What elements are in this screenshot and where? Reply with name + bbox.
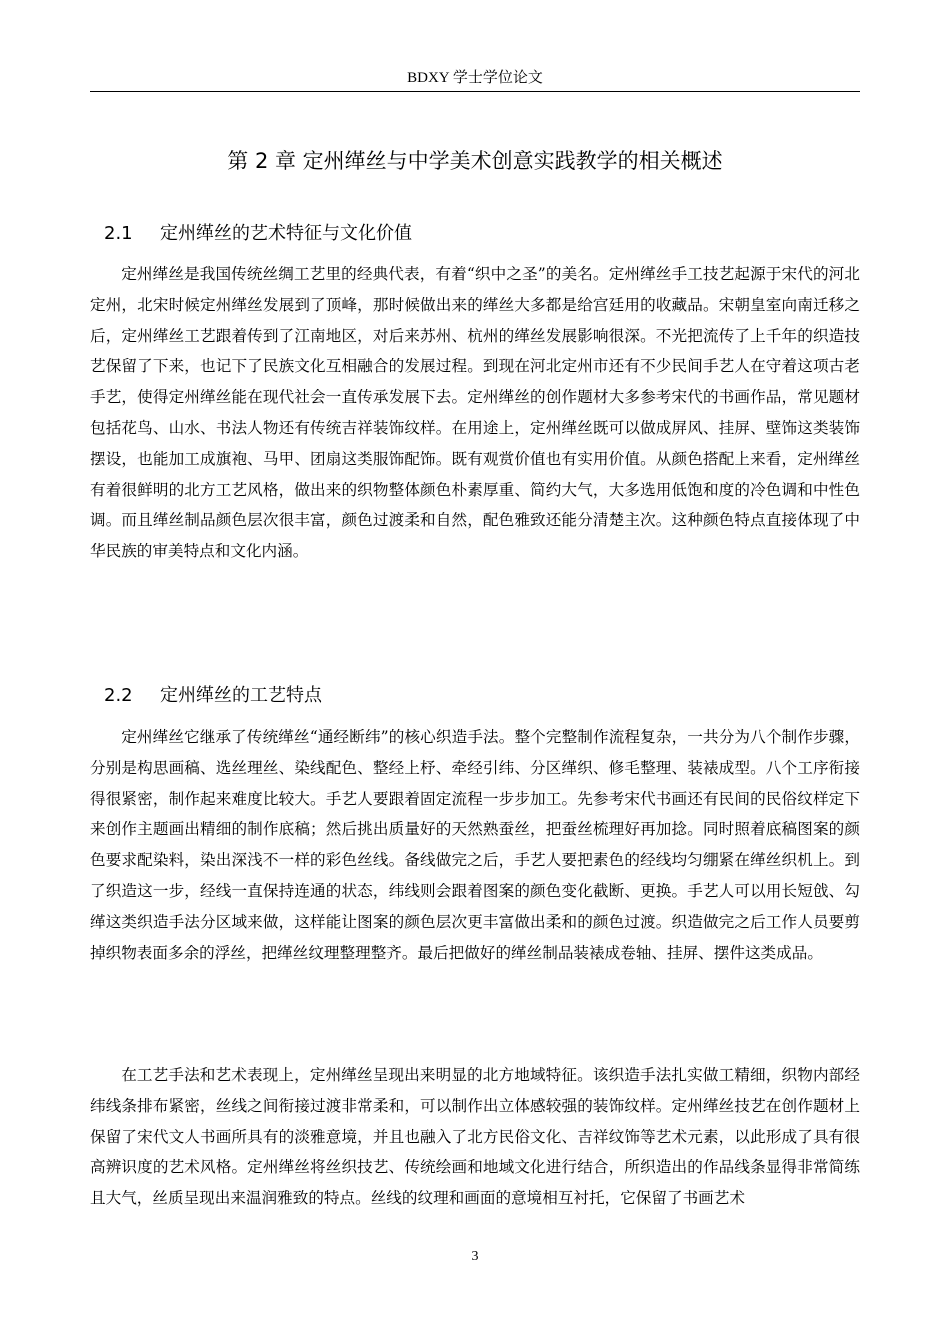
header-rule	[90, 91, 860, 92]
section-number: 2.1	[104, 223, 133, 244]
section-heading-2-1	[104, 221, 412, 247]
section-number: 2.2	[104, 685, 133, 706]
running-header: BDXY 学士学位论文	[407, 70, 543, 86]
page-number: 3	[471, 1249, 479, 1264]
section-heading-2-2	[104, 683, 322, 709]
body-paragraph: 定州缂丝是我国传统丝绸工艺里的经典代表，有着“织中之圣”的美名。定州缂丝手工技艺起源于宋代的河北定州，北宋时候定州缂丝发展到了顶峰，那时候做出来的缂丝大多都是给宫廷用的收藏品。宋朝皇室向南迁移之后，定州缂丝工艺跟着传到了江南地区，对后来苏州、杭州的缂丝发展影响很深。不光把流传了上千年的织造技艺保留了下来，也记下了民族文化互相融合的发展过程。到现在河北定州市还有不少民间手艺人在守着这项古老手艺，使得定州缂丝能在现代社会一直传承发展下去。定州缂丝的创作题材大多参考宋代的书画作品，常见题材包括花鸟、山水、书法人物还有传统吉祥装饰纹样。在用途上，定州缂丝既可以做成屏风、挂屏、壁饰这类装饰摆设，也能加工成旗袍、马甲、团扇这类服饰配饰。既有观赏价值也有实用价值。从颜色搭配上来看，定州缂丝有着很鲜明的北方工艺风格，做出来的织物整体颜色朴素厚重、简约大气，大多选用低饱和度的冷色调和中性色调。而且缂丝制品颜色层次很丰富，颜色过渡柔和自然，配色雅致还能分清楚主次。这种颜色特点直接体现了中华民族的审美特点和文化内涵。	[90, 265, 860, 561]
chapter-title: 第 2 章 定州缂丝与中学美术创意实践教学的相关概述	[227, 149, 723, 173]
section-title: 定州缂丝的艺术特征与文化价值	[160, 223, 412, 244]
section-title: 定州缂丝的工艺特点	[160, 685, 322, 706]
body-paragraph: 定州缂丝它继承了传统缂丝“通经断纬”的核心织造手法。整个完整制作流程复杂，一共分为八个制作步骤，分别是构思画稿、选丝理丝、染线配色、整经上杼、牵经引纬、分区缂织、修毛整理、装裱成型。八个工序衔接得很紧密，制作起来难度比较大。手艺人要跟着固定流程一步步加工。先参考宋代书画还有民间的民俗纹样定下来创作主题画出精细的制作底稿；然后挑出质量好的天然熟蚕丝，把蚕丝梳理好再加捻。同时照着底稿图案的颜色要求配染料，染出深浅不一样的彩色丝线。备线做完之后，手艺人要把素色的经线均匀绷紧在缂丝织机上。到了织造这一步，经线一直保持连通的状态，纬线则会跟着图案的颜色变化截断、更换。手艺人可以用长短戗、勾缂这类织造手法分区域来做，这样能让图案的颜色层次更丰富做出柔和的颜色过渡。织造做完之后工作人员要剪掉织物表面多余的浮丝，把缂丝纹理整理整齐。最后把做好的缂丝制品装裱成卷轴、挂屏、摆件这类成品。	[90, 728, 860, 962]
body-paragraph: 在工艺手法和艺术表现上，定州缂丝呈现出来明显的北方地域特征。该织造手法扎实做工精细，织物内部经纬线条排布紧密，丝线之间衔接过渡非常柔和，可以制作出立体感较强的装饰纹样。定州缂丝技艺在创作题材上保留了宋代文人书画所具有的淡雅意境，并且也融入了北方民俗文化、吉祥纹饰等艺术元素，以此形成了具有很高辨识度的艺术风格。定州缂丝将丝织技艺、传统绘画和地域文化进行结合，所织造出的作品线条显得非常简练且大气，丝质呈现出来温润雅致的特点。丝线的纹理和画面的意境相互衬托，它保留了书画艺术	[90, 1066, 860, 1208]
